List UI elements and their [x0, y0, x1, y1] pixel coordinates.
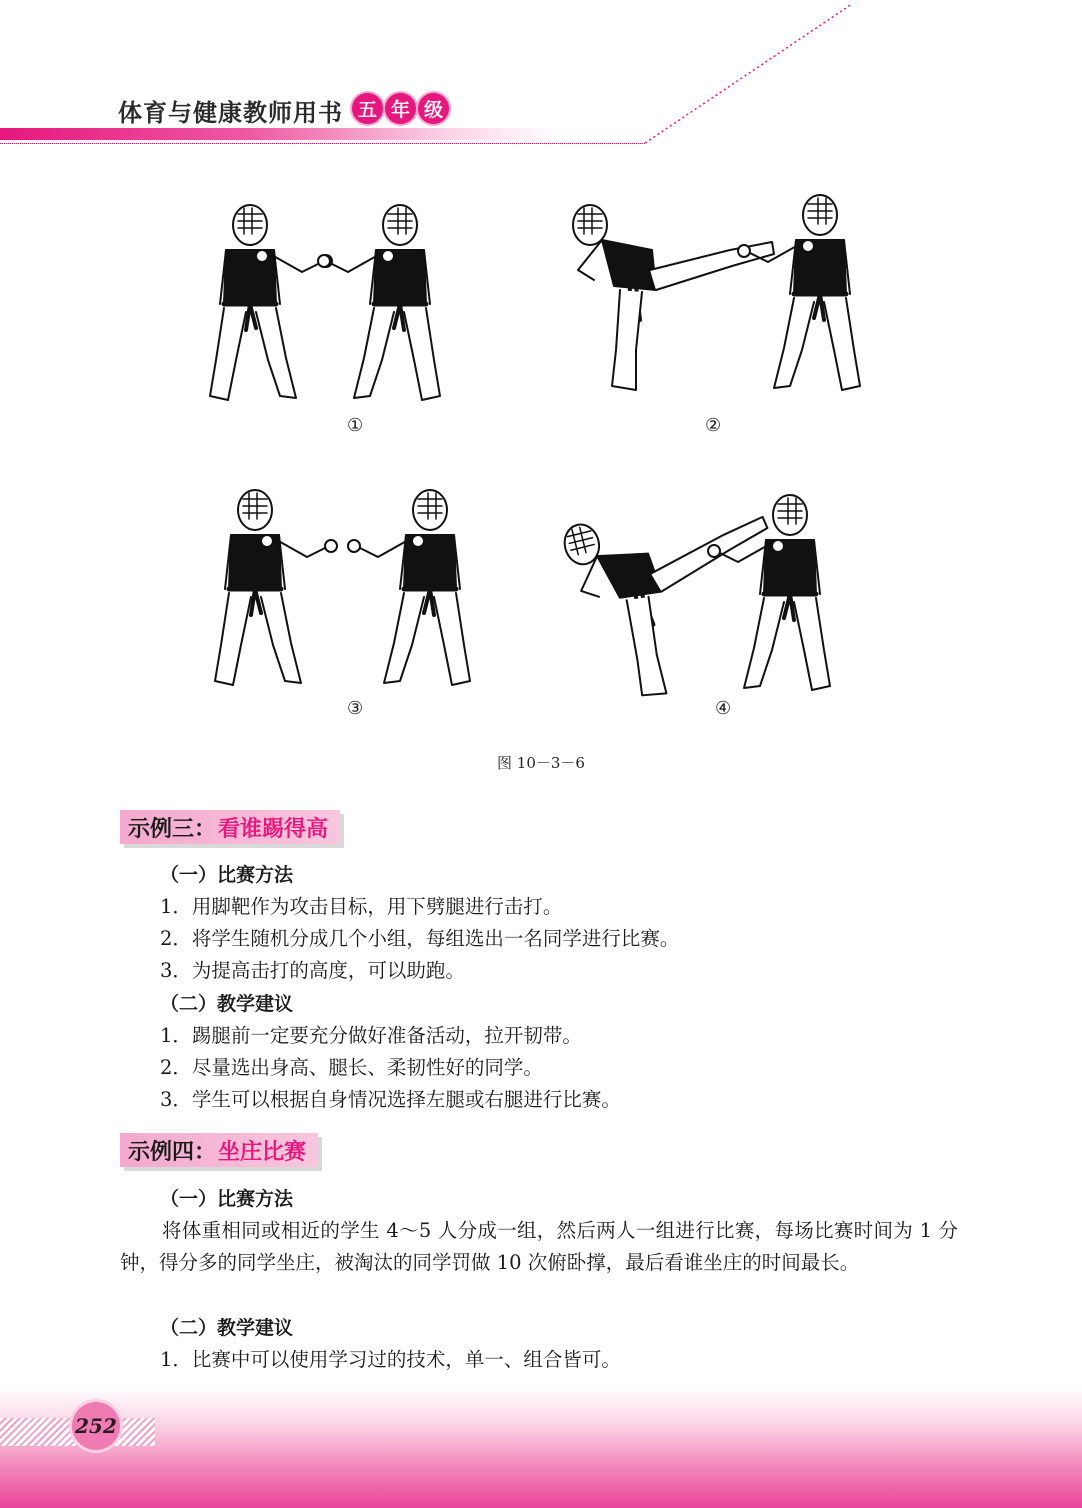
figure-caption: 图 10－3－6	[497, 754, 585, 772]
section-3-tip-3: 3．学生可以根据自身情况选择左腿或右腿进行比赛。	[160, 1088, 621, 1111]
section-3-rule-3: 3．为提高击打的高度，可以助跑。	[160, 959, 465, 982]
section-4-paragraph: 将体重相同或相近的学生 4～5 人分成一组，然后两人一组进行比赛，每场比赛时间为 1 分钟，得分多的同学坐庄，被淘汰的同学罚做 10 次俯卧撑，最后看谁坐庄的时间最长。	[120, 1219, 958, 1274]
section-3-label: 示例三：	[128, 816, 217, 842]
panel-label-2: ②	[705, 415, 722, 436]
section-3-title: 看谁踢得高	[218, 816, 329, 842]
section-4-label: 示例四：	[128, 1139, 217, 1165]
section-3-sub-heading-method: （一）比赛方法	[160, 864, 294, 886]
taekwondo-figure	[0, 180, 1082, 780]
section-3-heading	[120, 810, 340, 844]
panel-3-illustration	[215, 490, 337, 685]
panel-label-3: ③	[347, 698, 364, 719]
panel-1-illustration	[210, 205, 332, 400]
section-4-sub-heading-method: （一）比赛方法	[160, 1188, 294, 1210]
section-3-rule-2: 2．将学生随机分成几个小组，每组选出一名同学进行比赛。	[160, 927, 680, 950]
grade-badge: 五	[352, 93, 383, 124]
section-3-tip-1: 1．踢腿前一定要充分做好准备活动，拉开韧带。	[160, 1024, 582, 1047]
taekwondo-illustration	[0, 180, 1082, 780]
page-header	[0, 0, 1082, 160]
panel-2-illustration	[573, 205, 774, 390]
grade-badge: 年	[385, 93, 416, 124]
panel-label-1: ①	[347, 415, 364, 436]
section-3-tip-2: 2．尽量选出身高、腿长、柔韧性好的同学。	[160, 1056, 543, 1079]
section-4-heading	[120, 1133, 318, 1167]
header-diagonal-line	[0, 0, 1082, 160]
panel-label-4: ④	[715, 698, 732, 719]
section-3-sub-heading-tips: （二）教学建议	[160, 993, 294, 1015]
page-footer	[0, 1388, 1082, 1508]
section-4-tip-1: 1．比赛中可以使用学习过的技术，单一、组合皆可。	[160, 1348, 621, 1371]
page-number: 252	[72, 1402, 120, 1450]
section-4-sub-heading-tips: （二）教学建议	[160, 1317, 294, 1339]
section-3-rule-1: 1．用脚靶作为攻击目标，用下劈腿进行击打。	[160, 895, 563, 918]
section-4-title: 坐庄比赛	[218, 1139, 307, 1165]
book-title: 体育与健康教师用书	[118, 98, 343, 127]
grade-badge: 级	[418, 93, 449, 124]
